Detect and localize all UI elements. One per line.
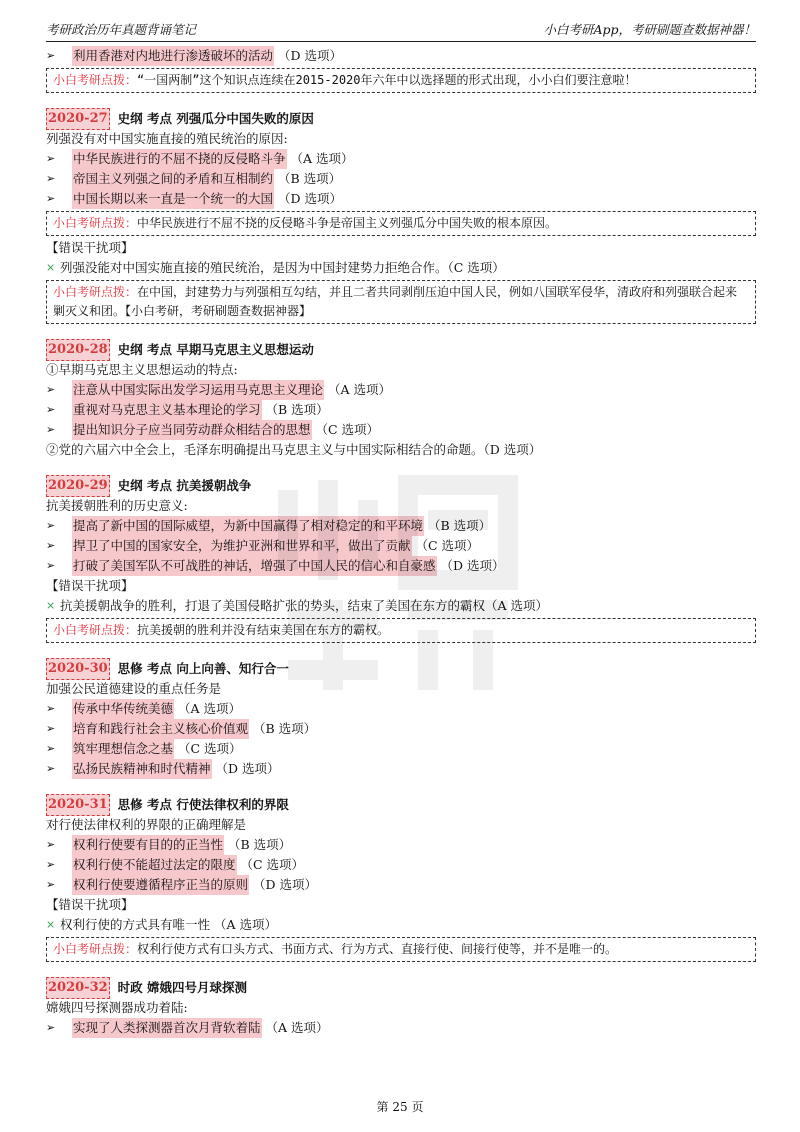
error-item: [46, 258, 756, 278]
highlighted-answer: 打破了美国军队不可战胜的神话，增强了中国人民的信心和自豪感: [72, 556, 437, 576]
page-header: [46, 20, 756, 42]
question-code: 2020-27: [46, 108, 110, 130]
question-topic: 思修 考点 行使法律权利的界限: [117, 797, 289, 812]
highlighted-answer: 权利行使要遵循程序正当的原则: [72, 875, 249, 895]
arrow-bullet-icon: ➢: [46, 1021, 56, 1034]
highlighted-answer: 注意从中国实际出发学习运用马克思主义理论: [72, 380, 324, 400]
list-item: [46, 149, 756, 169]
option-label: （D 选项）: [253, 877, 318, 892]
list-item: [46, 420, 756, 440]
highlighted-answer: 筑牢理想信念之基: [72, 739, 174, 759]
question-topic: 史纲 考点 抗美援朝战争: [117, 478, 252, 493]
question-2020-29: [46, 476, 756, 643]
option-label: （B 选项）: [253, 721, 317, 736]
list-item: [46, 855, 756, 875]
error-item: [46, 915, 756, 935]
list-item: [46, 739, 756, 759]
list-item: [46, 699, 756, 719]
question-2020-27: [46, 109, 756, 324]
highlighted-answer: 传承中华传统美德: [72, 699, 174, 719]
arrow-bullet-icon: ➢: [46, 519, 56, 532]
option-label: （A 选项）: [290, 151, 354, 166]
highlighted-answer: 培育和践行社会主义核心价值观: [72, 719, 249, 739]
arrow-bullet-icon: ➢: [46, 559, 56, 572]
question-title: [46, 109, 756, 129]
tip-text: 中华民族进行不屈不挠的反侵略斗争是帝国主义列强瓜分中国失败的根本原因。: [137, 216, 558, 230]
arrow-bullet-icon: ➢: [46, 539, 56, 552]
question-2020-30: [46, 659, 756, 779]
tip-label: 小白考研点拨：: [53, 216, 138, 230]
question-title: [46, 978, 756, 998]
list-item: [46, 556, 756, 576]
highlighted-answer: 捍卫了中国的国家安全，为维护亚洲和世界和平，做出了贡献: [72, 536, 412, 556]
highlighted-answer: 弘扬民族精神和时代精神: [72, 759, 212, 779]
header-slogan: 小白考研App，考研刷题查数据神器！: [543, 22, 756, 37]
option-label: （A 选项）: [178, 701, 242, 716]
list-item: [46, 400, 756, 420]
highlighted-answer: 提出知识分子应当同劳动群众相结合的思想: [72, 420, 312, 440]
list-item: [46, 759, 756, 779]
arrow-bullet-icon: ➢: [46, 722, 56, 735]
tip-text: 抗美援朝的胜利并没有结束美国在东方的霸权。: [137, 623, 390, 637]
option-label: （B 选项）: [228, 837, 292, 852]
highlighted-answer: 中国长期以来一直是一个统一的大国: [72, 189, 274, 209]
question-code: 2020-29: [46, 475, 110, 497]
option-label: （D 选项）: [278, 191, 343, 206]
list-item: [46, 1018, 756, 1038]
error-text: 权利行使的方式具有唯一性 （A 选项）: [60, 917, 277, 932]
highlighted-answer: 权利行使不能超过法定的限度: [72, 855, 237, 875]
question-intro: 列强没有对中国实施直接的殖民统治的原因:: [46, 131, 288, 146]
question-2020-31: [46, 795, 756, 962]
option-label: （A 选项）: [328, 382, 392, 397]
list-item: [46, 46, 756, 66]
tip-label: 小白考研点拨：: [53, 942, 138, 956]
question-code: 2020-32: [46, 977, 110, 999]
question-title: [46, 659, 756, 679]
tip-label: 小白考研点拨：: [53, 285, 138, 299]
tip-text: 权利行使方式有口头方式、书面方式、行为方式、直接行使、间接行使等，并不是唯一的。: [137, 942, 618, 956]
list-item: [46, 719, 756, 739]
option-label: （B 选项）: [265, 402, 329, 417]
arrow-bullet-icon: ➢: [46, 49, 56, 62]
tip-box: [46, 280, 756, 324]
highlighted-answer: 提高了新中国的国际威望，为新中国赢得了相对稳定的和平环境: [72, 516, 424, 536]
question-topic: 史纲 考点 列强瓜分中国失败的原因: [117, 111, 314, 126]
highlighted-answer: 权利行使要有目的的正当性: [72, 835, 224, 855]
tip-label: 小白考研点拨：: [53, 623, 138, 637]
arrow-bullet-icon: ➢: [46, 403, 56, 416]
question-2020-28: [46, 340, 756, 460]
error-heading: 【错误干扰项】: [46, 897, 134, 912]
question-code: 2020-28: [46, 339, 110, 361]
question-topic: 时政 嫦娥四号月球探测: [117, 980, 248, 995]
error-heading: 【错误干扰项】: [46, 240, 134, 255]
tip-box: [46, 68, 756, 93]
tip-text: 在中国，封建势力与列强相互勾结，并且二者共同剥削压迫中国人民，例如八国联军侵华，清政府和列强联合起来剿灭义和团。【小白考研，考研刷题查数据神器】: [53, 285, 738, 318]
cross-icon: ×: [46, 918, 56, 931]
arrow-bullet-icon: ➢: [46, 838, 56, 851]
error-heading: 【错误干扰项】: [46, 578, 134, 593]
option-label: （B 选项）: [278, 171, 342, 186]
option-label: （C 选项）: [240, 857, 305, 872]
tip-box: [46, 618, 756, 643]
tip-text: “一国两制”这个知识点连续在2015-2020年六年中以选择题的形式出现，小小白们要注意啦！: [137, 73, 637, 87]
question-2020-32: [46, 978, 756, 1038]
list-item: [46, 189, 756, 209]
option-label: （C 选项）: [415, 538, 480, 553]
list-item: [46, 875, 756, 895]
arrow-bullet-icon: ➢: [46, 742, 56, 755]
highlighted-answer: 中华民族进行的不屈不挠的反侵略斗争: [72, 149, 287, 169]
list-item: [46, 169, 756, 189]
question-intro: ①早期马克思主义思想运动的特点:: [46, 362, 238, 377]
arrow-bullet-icon: ➢: [46, 152, 56, 165]
cross-icon: ×: [46, 599, 56, 612]
option-label: （C 选项）: [178, 741, 242, 756]
question-code: 2020-31: [46, 794, 110, 816]
arrow-bullet-icon: ➢: [46, 878, 56, 891]
arrow-bullet-icon: ➢: [46, 423, 56, 436]
question-title: [46, 476, 756, 496]
page-number: 第 25 页: [376, 1100, 424, 1114]
question-intro: 对行使法律权利的界限的正确理解是: [46, 817, 247, 832]
highlighted-answer: 实现了人类探测器首次月背软着陆: [72, 1018, 262, 1038]
question-intro: 加强公民道德建设的重点任务是: [46, 681, 222, 696]
tip-label: 小白考研点拨：: [53, 73, 138, 87]
header-title: 考研政治历年真题背诵笔记: [46, 22, 197, 37]
highlighted-answer: 重视对马克思主义基本理论的学习: [72, 400, 262, 420]
option-label: （B 选项）: [428, 518, 492, 533]
tip-box: [46, 211, 756, 236]
question-title: [46, 340, 756, 360]
question-intro: 抗美援朝胜利的历史意义:: [46, 498, 188, 513]
note-text: ②党的六届六中全会上，毛泽东明确提出马克思主义与中国实际相结合的命题。（D 选项）: [46, 442, 542, 457]
tip-box: [46, 937, 756, 962]
question-code: 2020-30: [46, 658, 110, 680]
error-item: [46, 596, 756, 616]
arrow-bullet-icon: ➢: [46, 762, 56, 775]
list-item: [46, 536, 756, 556]
cross-icon: ×: [46, 261, 56, 274]
error-text: 列强没能对中国实施直接的殖民统治，是因为中国封建势力拒绝合作。（C 选项）: [60, 260, 505, 275]
option-label: （D 选项）: [440, 558, 505, 573]
highlighted-answer: 帝国主义列强之间的矛盾和互相制约: [72, 169, 274, 189]
list-item: [46, 380, 756, 400]
option-label: （C 选项）: [315, 422, 380, 437]
option-label: （D 选项）: [278, 48, 343, 63]
list-item: [46, 835, 756, 855]
question-intro: 嫦娥四号探测器成功着陆:: [46, 1000, 188, 1015]
option-label: （A 选项）: [265, 1020, 329, 1035]
list-item: [46, 516, 756, 536]
arrow-bullet-icon: ➢: [46, 192, 56, 205]
question-topic: 史纲 考点 早期马克思主义思想运动: [117, 342, 314, 357]
arrow-bullet-icon: ➢: [46, 383, 56, 396]
error-text: 抗美援朝战争的胜利，打退了美国侵略扩张的势头，结束了美国在东方的霸权（A 选项）: [60, 598, 549, 613]
arrow-bullet-icon: ➢: [46, 172, 56, 185]
highlighted-answer: 利用香港对内地进行渗透破坏的活动: [72, 46, 274, 66]
question-topic: 思修 考点 向上向善、知行合一: [117, 661, 289, 676]
arrow-bullet-icon: ➢: [46, 858, 56, 871]
option-label: （D 选项）: [215, 761, 280, 776]
question-title: [46, 795, 756, 815]
arrow-bullet-icon: ➢: [46, 702, 56, 715]
